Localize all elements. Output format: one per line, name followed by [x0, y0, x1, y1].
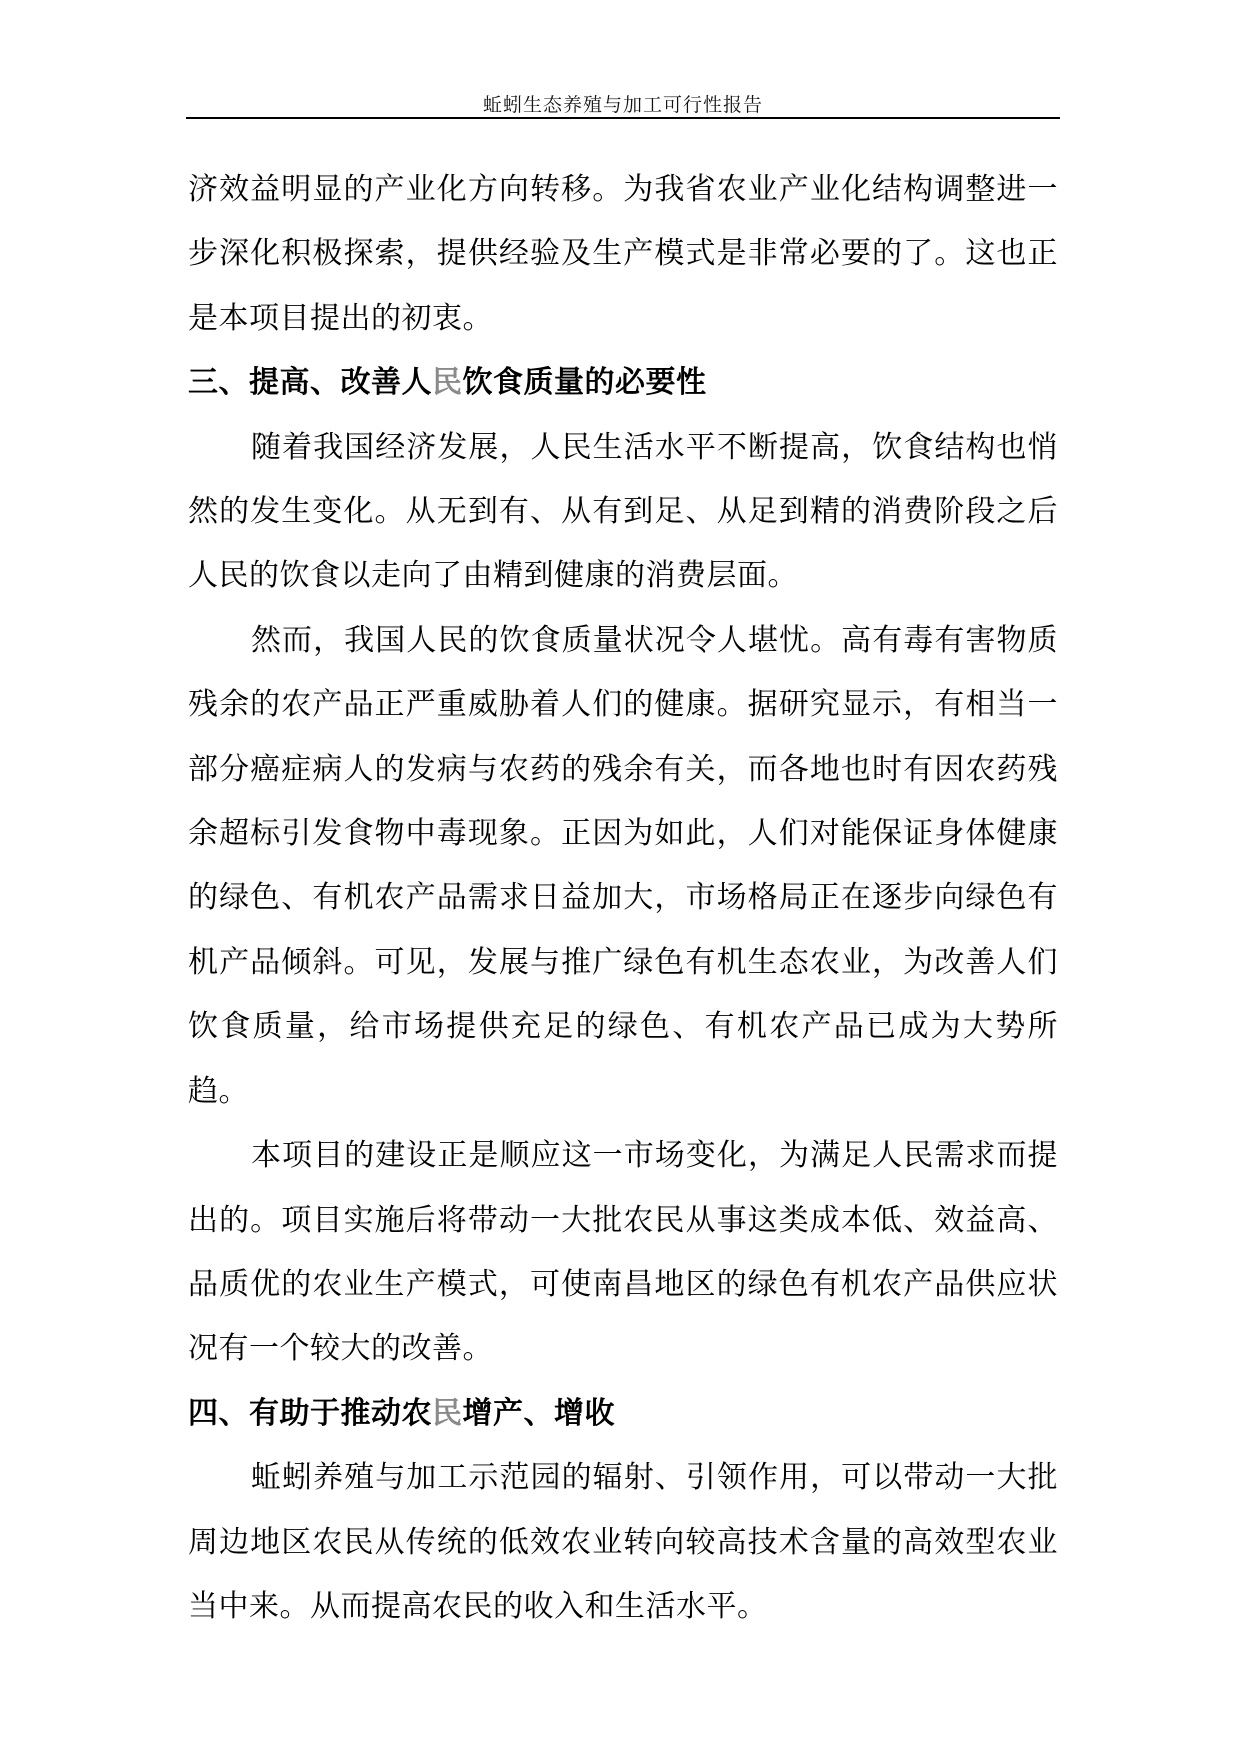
section-heading-4	[188, 1382, 1058, 1446]
heading-3-text-end: 饮食质量的必要性	[462, 365, 707, 401]
running-header: 蚯蚓生态养殖与加工可行性报告	[482, 94, 763, 116]
heading-3-highlight-char: 民	[432, 365, 463, 401]
heading-4-text-start: 四、有助于推动农	[188, 1395, 432, 1431]
paragraph: 蚯蚓养殖与加工示范园的辐射、引领作用，可以带动一大批周边地区农民从传统的低效农业转向较高技术含量的高效型农业当中来。从而提高农民的收入和生活水平。	[188, 1460, 1058, 1624]
heading-4-highlight-char: 民	[432, 1395, 463, 1431]
heading-4-text-end: 增产、增收	[462, 1395, 615, 1431]
page-body	[188, 158, 1058, 1639]
section-heading-3	[188, 351, 1058, 415]
heading-3-text-start: 三、提高、改善人	[188, 365, 432, 401]
paragraph: 然而，我国人民的饮食质量状况令人堪忧。高有毒有害物质残余的农产品正严重威胁着人们的健康。据研究显示，有相当一部分癌症病人的发病与农药的残余有关，而各地也时有因农药残余超标引发食物中毒现象。正因为如此，人们对能保证身体健康的绿色、有机农产品需求日益加大，市场格局正在逐步向绿色有机产品倾斜。可见，发展与推广绿色有机生态农业，为改善人们饮食质量，给市场提供充足的绿色、有机农产品已成为大势所趋。	[188, 622, 1058, 1109]
header-rule	[186, 117, 1060, 119]
paragraph: 本项目的建设正是顺应这一市场变化，为满足人民需求而提出的。项目实施后将带动一大批农民从事这类成本低、效益高、品质优的农业生产模式，可使南昌地区的绿色有机农产品供应状况有一个较大的改善。	[188, 1138, 1058, 1367]
paragraph: 随着我国经济发展，人民生活水平不断提高，饮食结构也悄然的发生变化。从无到有、从有到足、从足到精的消费阶段之后人民的饮食以走向了由精到健康的消费层面。	[188, 429, 1058, 594]
paragraph-continued: 济效益明显的产业化方向转移。为我省农业产业化结构调整进一步深化积极探索，提供经验及生产模式是非常必要的了。这也正是本项目提出的初衷。	[188, 172, 1058, 336]
